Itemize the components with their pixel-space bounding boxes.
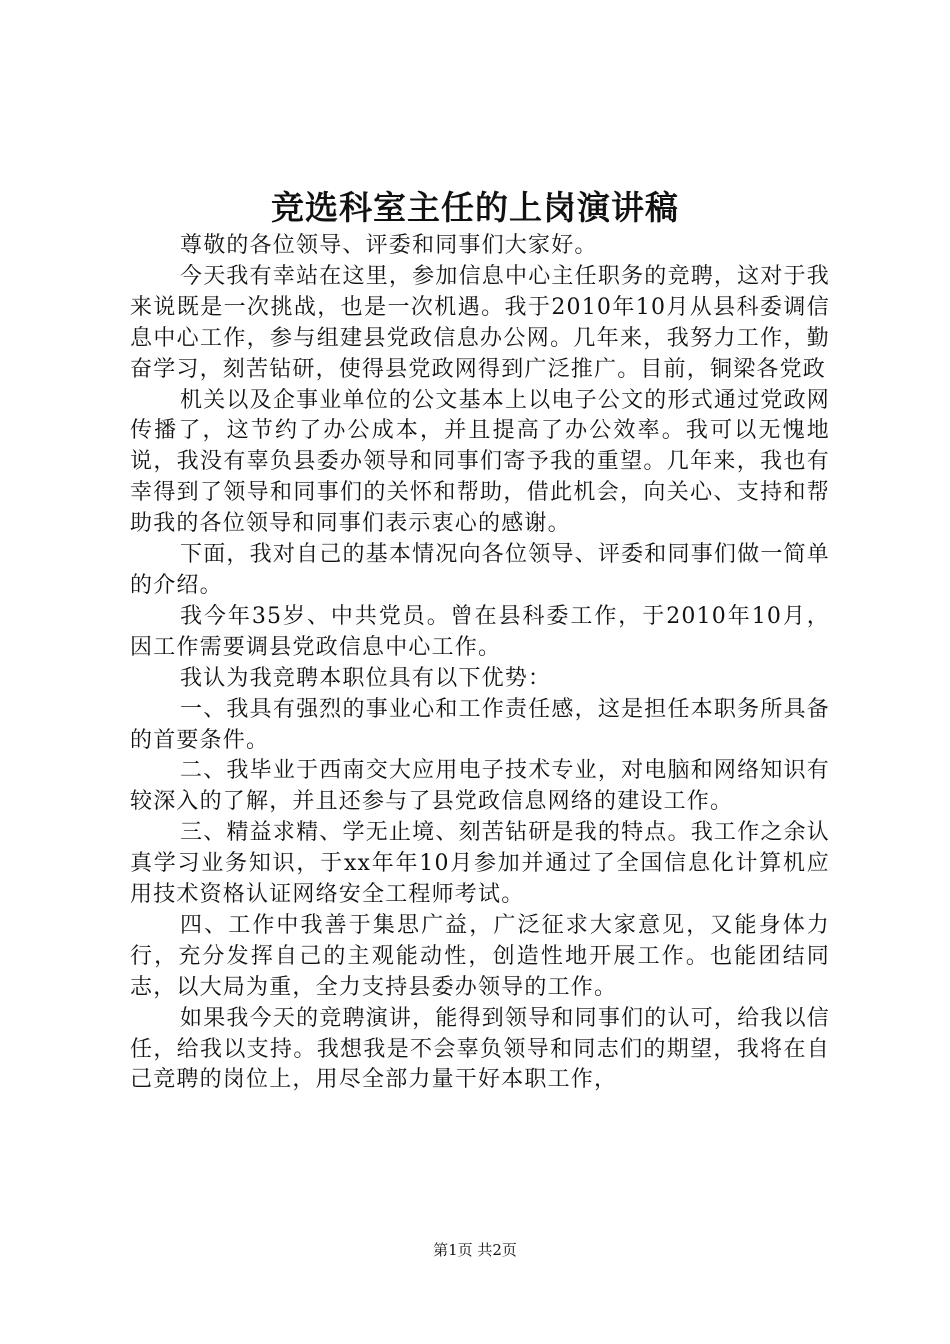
paragraph: 今天我有幸站在这里，参加信息中心主任职务的竞聘，这对于我来说既是一次挑战，也是一次机遇。我于2010年10月从县科委调信息中心工作，参与组建县党政信息办公网。几年来，我努力工作，勤奋学习，刻苦钻研，使得县党政网得到广泛推广。目前，铜梁各党政 xyxy=(130,263,830,382)
paragraph: 二、我毕业于西南交大应用电子技术专业，对电脑和网络知识有较深入的了解，并且还参与了县党政信息网络的建设工作。 xyxy=(130,758,830,815)
paragraph: 一、我具有强烈的事业心和工作责任感，这是担任本职务所具备的首要条件。 xyxy=(130,696,830,753)
paragraph: 我认为我竞聘本职位具有以下优势： xyxy=(180,665,552,691)
page-number-footer: 第1页 共2页 xyxy=(433,1241,517,1259)
paragraph: 四、工作中我善于集思广益，广泛征求大家意见，又能身体力行，充分发挥自己的主观能动性，创造性地开展工作。也能团结同志，以大局为重，全力支持县委办领导的工作。 xyxy=(130,912,830,1000)
paragraph-greeting: 尊敬的各位领导、评委和同事们大家好。 xyxy=(180,233,598,258)
paragraph: 机关以及企事业单位的公文基本上以电子公文的形式通过党政网传播了，这节约了办公成本，并且提高了办公效率。我可以无愧地说，我没有辜负县委办领导和同事们寄予我的重望。几年来，我也有幸得到了领导和同事们的关怀和帮助，借此机会，向关心、支持和帮助我的各位领导和同事们表示衷心的感谢。 xyxy=(130,387,830,537)
document-title: 竞选科室主任的上岗演讲稿 xyxy=(271,188,679,227)
paragraph: 我今年35岁、中共党员。曾在县科委工作，于2010年10月，因工作需要调县党政信息中心工作。 xyxy=(130,603,830,660)
paragraph: 如果我今天的竞聘演讲，能得到领导和同事们的认可，给我以信任，给我以支持。我想我是不会辜负领导和同志们的期望，我将在自己竞聘的岗位上，用尽全部力量干好本职工作， xyxy=(130,1005,830,1093)
document-body xyxy=(130,231,830,1096)
paragraph: 下面，我对自己的基本情况向各位领导、评委和同事们做一简单的介绍。 xyxy=(130,542,830,598)
paragraph: 三、精益求精、学无止境、刻苦钻研是我的特点。我工作之余认真学习业务知识，于xx年年10月参加并通过了全国信息化计算机应用技术资格认证网络安全工程师考试。 xyxy=(130,820,830,908)
